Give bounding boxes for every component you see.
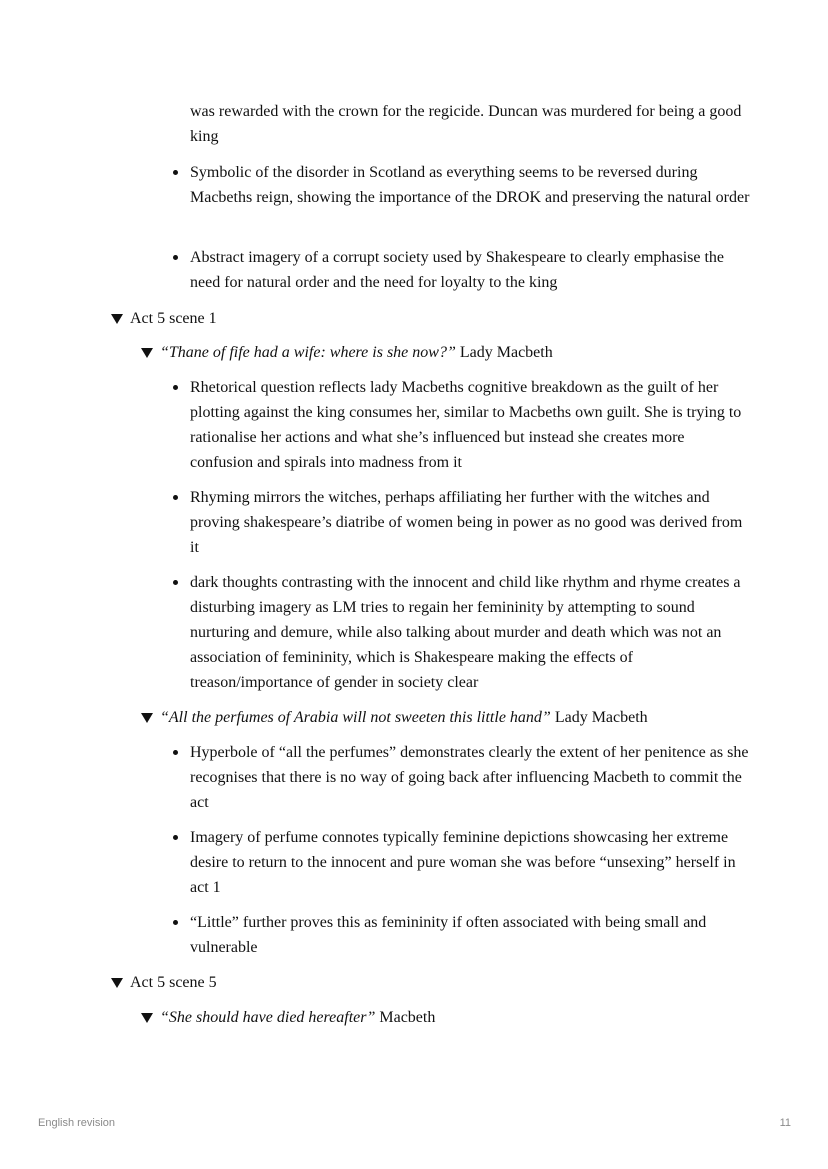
triangle-down-icon[interactable] (111, 978, 123, 988)
list-item-text: Symbolic of the disorder in Scotland as everything seems to be reversed during Macbeths reign, showing the importance of the DROK and preserving the natural order (190, 164, 750, 206)
toggle-act5-scene1[interactable] (130, 306, 217, 331)
toggle-quote-thane-of-fife[interactable] (160, 340, 553, 365)
bullet-icon (173, 255, 178, 260)
triangle-down-icon[interactable] (141, 1013, 153, 1023)
bullet-icon (173, 920, 178, 925)
list-item-text: dark thoughts contrasting with the innocent and child like rhythm and rhyme creates a disturbing imagery as LM tries to regain her femininity by attempting to sound nurturing and demure, while also talking about murder and death which was not an association of femininity, which is Shakespeare making the effects of treason/importance of gender in society clear (190, 574, 741, 691)
triangle-down-icon[interactable] (141, 348, 153, 358)
list-item (190, 485, 750, 560)
list-item (190, 570, 750, 695)
bullet-icon (173, 170, 178, 175)
bullet-icon (173, 580, 178, 585)
list-item (190, 740, 750, 815)
list-item (190, 245, 750, 295)
triangle-down-icon[interactable] (141, 713, 153, 723)
triangle-down-icon[interactable] (111, 314, 123, 324)
quote-text: “All the perfumes of Arabia will not sweeten this little hand” (160, 709, 551, 726)
footer-document-title: English revision (38, 1117, 116, 1129)
quote-text: “Thane of fife had a wife: where is she now?” (160, 344, 456, 361)
list-item (190, 375, 750, 475)
list-item-text: Rhyming mirrors the witches, perhaps affiliating her further with the witches and proving shakespeare’s diatribe of women being in power as no good was derived from it (190, 489, 743, 556)
list-item (190, 160, 750, 210)
list-item-text: Rhetorical question reflects lady Macbeths cognitive breakdown as the guilt of her plotting against the king consumes her, similar to Macbeths own guilt. She is trying to rationalise her actions and what she’s influenced but instead she creates more confusion and spirals into madness from it (190, 379, 742, 471)
toggle-quote-perfumes-of-arabia[interactable] (160, 705, 648, 730)
list-item (190, 910, 750, 960)
bullet-icon (173, 835, 178, 840)
list-item-text: Imagery of perfume connotes typically feminine depictions showcasing her extreme desire to return to the innocent and pure woman she was before “unsexing” herself in act 1 (190, 829, 736, 896)
list-item (190, 825, 750, 900)
speaker: Lady Macbeth (455, 344, 553, 361)
list-item-text: Hyperbole of “all the perfumes” demonstrates clearly the extent of her penitence as she recognises that there is no way of going back after influencing Macbeth to commit the act (190, 744, 749, 811)
continued-text: was rewarded with the crown for the regicide. Duncan was murdered for being a good king (190, 103, 742, 145)
toggle-act5-scene5[interactable] (130, 970, 217, 995)
speaker: Lady Macbeth (550, 709, 648, 726)
bullet-icon (173, 495, 178, 500)
toggle-heading: Act 5 scene 5 (130, 974, 217, 991)
toggle-heading: Act 5 scene 1 (130, 310, 217, 327)
list-item-text: Abstract imagery of a corrupt society used by Shakespeare to clearly emphasise the need for natural order and the need for loyalty to the king (190, 249, 725, 291)
footer-page-number: 11 (779, 1117, 791, 1129)
bullet-icon (173, 385, 178, 390)
toggle-quote-died-hereafter[interactable] (160, 1005, 435, 1030)
quote-text: “She should have died hereafter” (160, 1009, 376, 1026)
list-item-text: “Little” further proves this as femininity if often associated with being small and vulnerable (190, 914, 707, 956)
bullet-icon (173, 750, 178, 755)
speaker: Macbeth (375, 1009, 436, 1026)
